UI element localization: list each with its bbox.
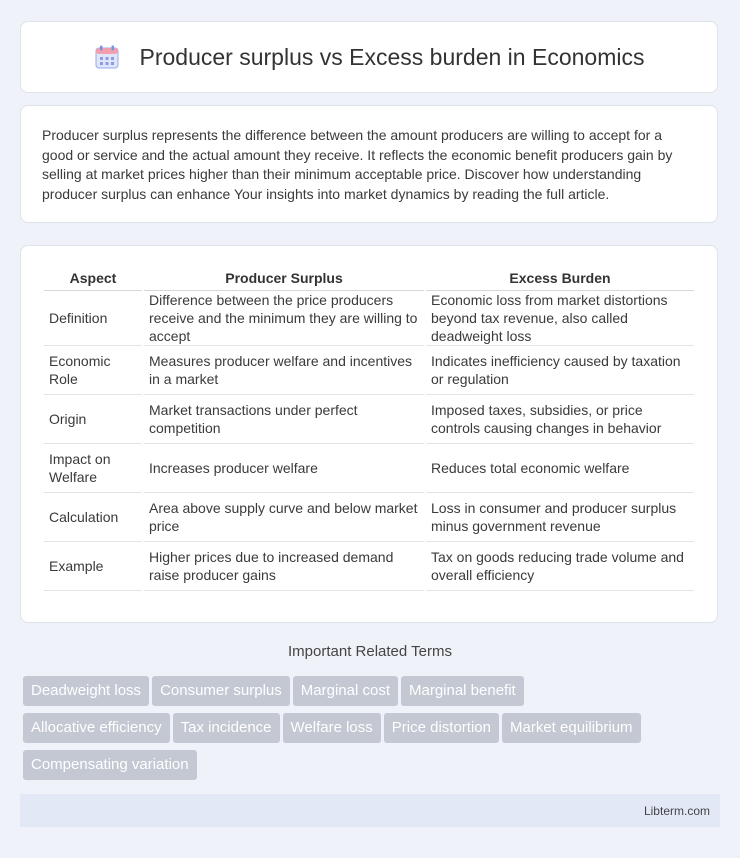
table-cell: Indicates inefficiency caused by taxation or regulation (426, 346, 694, 395)
table-row (44, 346, 694, 395)
table-cell: Tax on goods reducing trade volume and overall efficiency (426, 542, 694, 591)
header-card (20, 21, 718, 93)
column-header: Excess Burden (426, 265, 694, 291)
table-cell: Economic loss from market distortions beyond tax revenue, also called deadweight loss (426, 291, 694, 346)
page-title: Producer surplus vs Excess burden in Economics (139, 43, 645, 70)
related-term-tag[interactable]: Consumer surplus (152, 676, 290, 706)
related-terms-title: Important Related Terms (288, 643, 452, 660)
table-cell: Imposed taxes, subsidies, or price controls causing changes in behavior (426, 395, 694, 444)
footer-site-link[interactable]: Libterm.com (643, 803, 710, 818)
table-cell: Calculation (44, 493, 142, 542)
table-cell: Increases producer welfare (144, 444, 424, 493)
related-term-tag[interactable]: Marginal cost (293, 676, 398, 706)
table-cell: Reduces total economic welfare (426, 444, 694, 493)
table-cell: Economic Role (44, 346, 142, 395)
column-header: Aspect (44, 265, 142, 291)
table-cell: Definition (44, 291, 142, 346)
table-header-row (44, 265, 694, 291)
table-cell: Example (44, 542, 142, 591)
intro-text: Producer surplus represents the difference between the amount producers are willing to accept for a good or service and the actual amount they receive. It reflects the economic benefit producers gain by selling at market prices higher than their minimum acceptable price. Discover how understanding producer surplus can enhance Your insights into market dynamics by reading the full article. (42, 127, 673, 202)
footer (20, 794, 720, 827)
table-row (44, 444, 694, 493)
related-term-tag[interactable]: Marginal benefit (401, 676, 524, 706)
table-row (44, 493, 694, 542)
related-term-tag[interactable]: Deadweight loss (23, 676, 149, 706)
table-cell: Impact on Welfare (44, 444, 142, 493)
table-cell: Origin (44, 395, 142, 444)
comparison-table (42, 265, 696, 591)
related-term-tag[interactable]: Allocative efficiency (23, 713, 170, 743)
table-cell: Measures producer welfare and incentives in a market (144, 346, 424, 395)
related-term-tag[interactable]: Compensating variation (23, 750, 197, 780)
table-cell: Loss in consumer and producer surplus minus government revenue (426, 493, 694, 542)
table-cell: Market transactions under perfect competition (144, 395, 424, 444)
related-terms-list (23, 676, 723, 787)
related-term-tag[interactable]: Tax incidence (173, 713, 280, 743)
table-row (44, 291, 694, 346)
comparison-table-card (20, 245, 718, 623)
related-term-tag[interactable]: Market equilibrium (502, 713, 641, 743)
intro-card (20, 105, 718, 223)
table-row (44, 542, 694, 591)
calendar-icon (94, 44, 120, 70)
related-term-tag[interactable]: Welfare loss (283, 713, 381, 743)
table-cell: Higher prices due to increased demand raise producer gains (144, 542, 424, 591)
table-row (44, 395, 694, 444)
column-header: Producer Surplus (144, 265, 424, 291)
table-cell: Difference between the price producers receive and the minimum they are willing to accept (144, 291, 424, 346)
table-cell: Area above supply curve and below market price (144, 493, 424, 542)
related-term-tag[interactable]: Price distortion (384, 713, 499, 743)
